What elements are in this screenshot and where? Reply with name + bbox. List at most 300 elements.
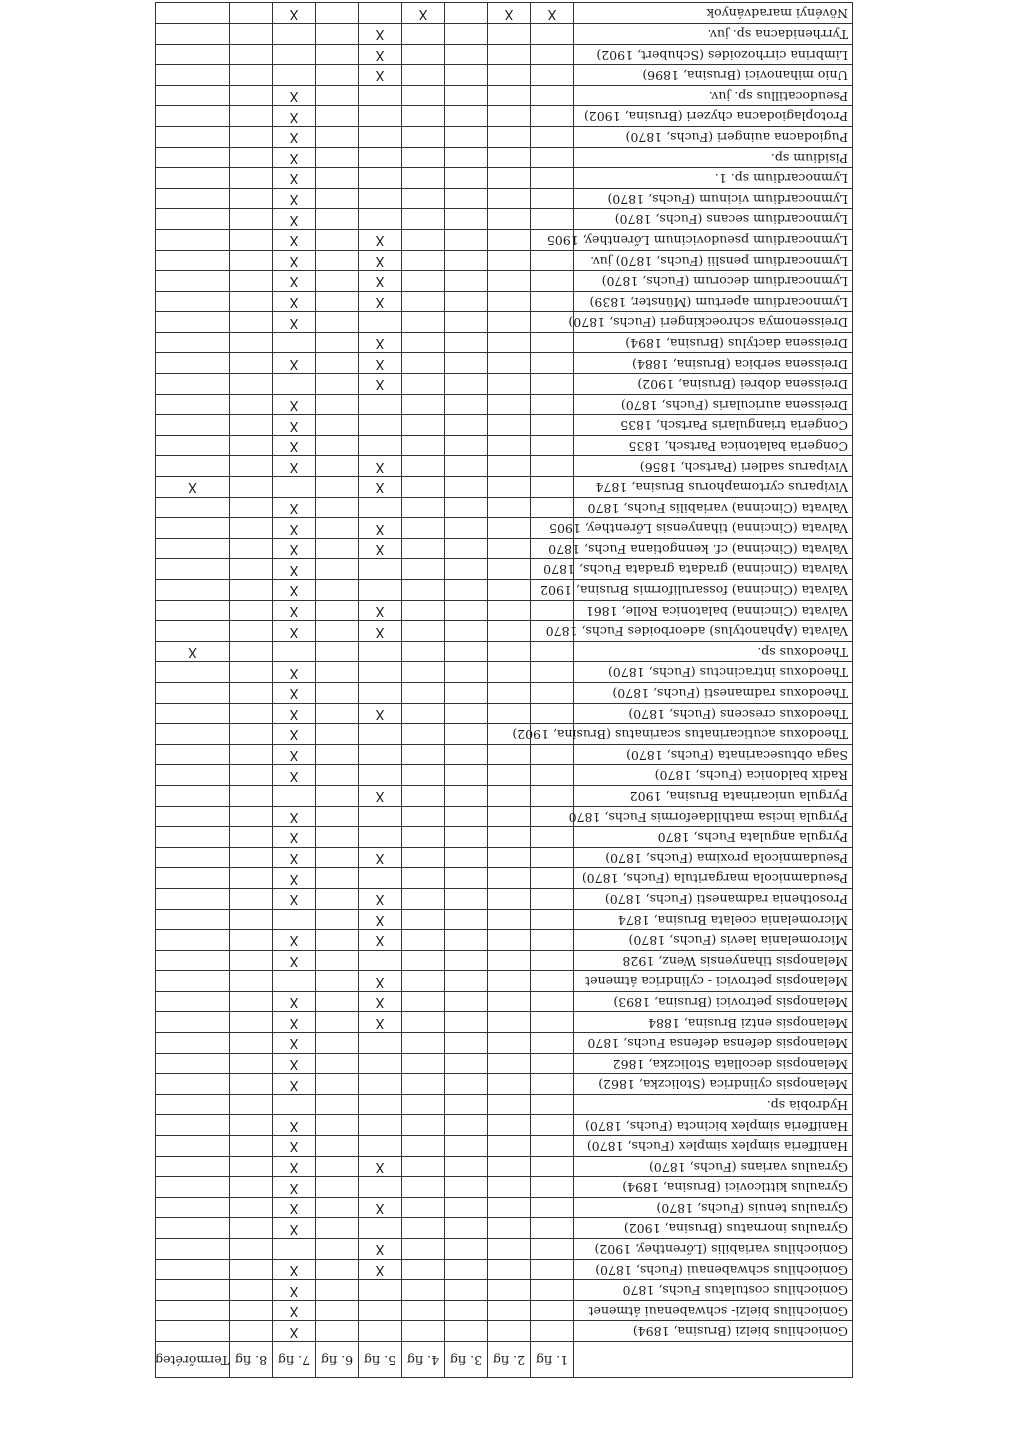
occurrence-cell: X xyxy=(359,847,402,868)
occurrence-cell xyxy=(156,724,230,745)
occurrence-cell xyxy=(156,209,230,230)
table-row xyxy=(156,209,853,230)
species-name-cell: Goniochilus costulatus Fuchs, 1870 xyxy=(574,1280,853,1301)
occurrence-cell xyxy=(156,621,230,642)
occurrence-cell xyxy=(402,518,445,539)
occurrence-cell xyxy=(402,1259,445,1280)
occurrence-cell xyxy=(402,85,445,106)
occurrence-cell xyxy=(445,1053,488,1074)
occurrence-cell xyxy=(402,229,445,250)
occurrence-cell xyxy=(402,1074,445,1095)
occurrence-cell xyxy=(316,724,359,745)
occurrence-cell xyxy=(402,641,445,662)
occurrence-cell xyxy=(402,477,445,498)
table-header-row xyxy=(156,1342,853,1378)
occurrence-cell xyxy=(488,827,531,848)
occurrence-cell xyxy=(445,765,488,786)
occurrence-cell xyxy=(316,1012,359,1033)
occurrence-cell xyxy=(445,1156,488,1177)
occurrence-cell xyxy=(531,85,574,106)
species-name-cell: Radix baldonica (Fuchs, 1870) xyxy=(574,765,853,786)
occurrence-cell xyxy=(402,1218,445,1239)
occurrence-cell xyxy=(445,250,488,271)
species-name-cell: Viviparus cyrtomaphorus Brusina, 1874 xyxy=(574,477,853,498)
occurrence-cell xyxy=(316,271,359,292)
occurrence-cell xyxy=(359,497,402,518)
occurrence-cell xyxy=(402,332,445,353)
occurrence-cell xyxy=(402,1033,445,1054)
table-row xyxy=(156,703,853,724)
table-row xyxy=(156,621,853,642)
occurrence-cell: X xyxy=(273,950,316,971)
occurrence-cell xyxy=(488,971,531,992)
occurrence-cell xyxy=(445,44,488,65)
occurrence-cell xyxy=(488,291,531,312)
occurrence-cell xyxy=(156,744,230,765)
species-name-cell: Melanopsis petrovici - cylindrica átmenet xyxy=(574,971,853,992)
occurrence-cell xyxy=(230,106,273,127)
occurrence-cell xyxy=(402,724,445,745)
occurrence-cell xyxy=(402,65,445,86)
occurrence-cell xyxy=(156,847,230,868)
occurrence-cell: X xyxy=(273,1197,316,1218)
occurrence-cell: X xyxy=(359,703,402,724)
occurrence-cell xyxy=(531,126,574,147)
occurrence-cell: X xyxy=(273,126,316,147)
occurrence-cell xyxy=(316,85,359,106)
species-name-cell: Lymnocardium decorum (Fuchs, 1870) xyxy=(574,271,853,292)
occurrence-cell xyxy=(156,1218,230,1239)
occurrence-cell xyxy=(316,3,359,24)
occurrence-cell xyxy=(531,1074,574,1095)
occurrence-cell xyxy=(230,1239,273,1260)
occurrence-cell xyxy=(531,744,574,765)
occurrence-cell xyxy=(156,147,230,168)
occurrence-cell xyxy=(402,415,445,436)
occurrence-cell xyxy=(402,662,445,683)
occurrence-cell xyxy=(402,1156,445,1177)
species-name-cell: Micromelania coelata Brusina, 1874 xyxy=(574,909,853,930)
table-row xyxy=(156,147,853,168)
species-name-cell: Dreissena dactylus (Brusina, 1894) xyxy=(574,332,853,353)
occurrence-cell xyxy=(316,415,359,436)
occurrence-cell xyxy=(316,600,359,621)
occurrence-cell xyxy=(531,353,574,374)
table-row xyxy=(156,1218,853,1239)
occurrence-cell xyxy=(402,930,445,951)
occurrence-cell xyxy=(156,1012,230,1033)
occurrence-cell xyxy=(156,1074,230,1095)
occurrence-cell xyxy=(531,1218,574,1239)
occurrence-cell xyxy=(531,1300,574,1321)
occurrence-cell: X xyxy=(359,1259,402,1280)
occurrence-cell xyxy=(230,600,273,621)
occurrence-cell xyxy=(230,971,273,992)
occurrence-cell xyxy=(156,559,230,580)
occurrence-cell xyxy=(402,559,445,580)
occurrence-cell xyxy=(156,1239,230,1260)
occurrence-cell xyxy=(488,1053,531,1074)
table-row xyxy=(156,353,853,374)
occurrence-cell xyxy=(445,1197,488,1218)
table-row xyxy=(156,106,853,127)
table-row xyxy=(156,250,853,271)
occurrence-cell xyxy=(316,991,359,1012)
occurrence-cell xyxy=(488,744,531,765)
occurrence-cell xyxy=(359,1218,402,1239)
occurrence-cell: X xyxy=(273,744,316,765)
occurrence-cell xyxy=(402,806,445,827)
occurrence-cell xyxy=(359,559,402,580)
occurrence-cell: X xyxy=(359,44,402,65)
occurrence-cell xyxy=(230,353,273,374)
occurrence-cell xyxy=(230,1321,273,1342)
occurrence-cell: X xyxy=(273,580,316,601)
occurrence-cell xyxy=(156,271,230,292)
occurrence-cell xyxy=(402,1197,445,1218)
occurrence-cell xyxy=(156,3,230,24)
table-row xyxy=(156,683,853,704)
occurrence-cell xyxy=(531,765,574,786)
occurrence-cell xyxy=(531,497,574,518)
occurrence-cell xyxy=(230,1012,273,1033)
occurrence-cell xyxy=(316,291,359,312)
occurrence-cell xyxy=(359,662,402,683)
occurrence-cell xyxy=(230,909,273,930)
occurrence-cell xyxy=(488,1156,531,1177)
occurrence-cell xyxy=(445,827,488,848)
occurrence-cell xyxy=(316,1136,359,1157)
table-row xyxy=(156,744,853,765)
occurrence-cell: X xyxy=(359,930,402,951)
occurrence-cell xyxy=(445,106,488,127)
species-name-cell: Lymnocardium sp. 1. xyxy=(574,168,853,189)
occurrence-cell xyxy=(402,1136,445,1157)
occurrence-cell xyxy=(402,1177,445,1198)
table-row xyxy=(156,971,853,992)
occurrence-cell xyxy=(402,1239,445,1260)
occurrence-cell xyxy=(531,106,574,127)
occurrence-cell xyxy=(488,147,531,168)
species-name-cell: Melanopsis defensa defensa Fuchs, 1870 xyxy=(574,1033,853,1054)
occurrence-cell: X xyxy=(359,600,402,621)
occurrence-cell xyxy=(445,291,488,312)
occurrence-cell xyxy=(445,683,488,704)
occurrence-cell xyxy=(488,950,531,971)
occurrence-cell xyxy=(156,930,230,951)
occurrence-cell xyxy=(445,806,488,827)
occurrence-cell xyxy=(316,1280,359,1301)
occurrence-cell xyxy=(359,1177,402,1198)
occurrence-cell xyxy=(273,332,316,353)
occurrence-cell xyxy=(402,106,445,127)
occurrence-cell xyxy=(316,106,359,127)
occurrence-cell xyxy=(156,765,230,786)
species-name-cell: Pyrgula angulata Fuchs, 1870 xyxy=(574,827,853,848)
occurrence-cell xyxy=(531,950,574,971)
occurrence-cell xyxy=(445,868,488,889)
species-name-cell: Viviparus sadleri (Partsch, 1856) xyxy=(574,456,853,477)
occurrence-cell xyxy=(156,785,230,806)
occurrence-cell: X xyxy=(273,229,316,250)
species-name-cell: Goniochilus bielzi- schwabenaui átmenet xyxy=(574,1300,853,1321)
table-row xyxy=(156,1074,853,1095)
occurrence-cell xyxy=(156,827,230,848)
occurrence-cell xyxy=(156,1115,230,1136)
table-row xyxy=(156,24,853,45)
occurrence-cell xyxy=(445,65,488,86)
species-name-cell: Limbrina cirrhozoides (Schubert, 1902) xyxy=(574,44,853,65)
occurrence-cell: X xyxy=(273,1259,316,1280)
occurrence-cell: X xyxy=(273,312,316,333)
occurrence-cell xyxy=(445,1136,488,1157)
occurrence-cell xyxy=(156,168,230,189)
species-name-cell: Pisidium sp. xyxy=(574,147,853,168)
occurrence-cell: X xyxy=(273,662,316,683)
occurrence-cell xyxy=(402,950,445,971)
table-row xyxy=(156,229,853,250)
occurrence-cell xyxy=(316,1259,359,1280)
occurrence-cell: X xyxy=(273,1218,316,1239)
occurrence-cell xyxy=(273,971,316,992)
occurrence-cell xyxy=(156,332,230,353)
table-row xyxy=(156,168,853,189)
occurrence-cell xyxy=(445,24,488,45)
occurrence-cell xyxy=(445,785,488,806)
occurrence-cell: X xyxy=(273,147,316,168)
occurrence-cell xyxy=(488,580,531,601)
occurrence-cell xyxy=(488,806,531,827)
occurrence-cell xyxy=(230,621,273,642)
occurrence-cell xyxy=(488,559,531,580)
occurrence-cell xyxy=(488,126,531,147)
occurrence-cell xyxy=(488,909,531,930)
occurrence-cell xyxy=(156,394,230,415)
species-name-cell: Valvata (Cincinna) fossaruliformis Brusina, 1902 xyxy=(574,580,853,601)
occurrence-cell: X xyxy=(359,332,402,353)
species-name-cell: Valvata (Aphanotylus) adeorboides Fuchs, 1870 xyxy=(574,621,853,642)
occurrence-cell xyxy=(488,188,531,209)
occurrence-cell xyxy=(445,847,488,868)
occurrence-cell xyxy=(402,312,445,333)
occurrence-cell xyxy=(316,1094,359,1115)
occurrence-cell xyxy=(445,394,488,415)
occurrence-cell xyxy=(316,250,359,271)
occurrence-cell xyxy=(531,188,574,209)
table-row xyxy=(156,1280,853,1301)
table-row xyxy=(156,827,853,848)
occurrence-cell xyxy=(230,188,273,209)
occurrence-cell xyxy=(445,1074,488,1095)
occurrence-cell xyxy=(156,1033,230,1054)
occurrence-cell xyxy=(359,415,402,436)
occurrence-cell xyxy=(445,271,488,292)
occurrence-cell xyxy=(402,168,445,189)
occurrence-cell: X xyxy=(273,209,316,230)
occurrence-cell xyxy=(488,65,531,86)
table-row xyxy=(156,394,853,415)
header-cell-6: 6. fig xyxy=(316,1342,359,1378)
table-row xyxy=(156,435,853,456)
table-row xyxy=(156,1033,853,1054)
table-row xyxy=(156,415,853,436)
table-row xyxy=(156,1115,853,1136)
occurrence-cell xyxy=(402,868,445,889)
occurrence-cell xyxy=(156,1156,230,1177)
occurrence-cell xyxy=(488,332,531,353)
occurrence-cell xyxy=(230,477,273,498)
occurrence-cell xyxy=(445,126,488,147)
occurrence-cell xyxy=(316,374,359,395)
occurrence-cell xyxy=(230,394,273,415)
occurrence-cell xyxy=(156,703,230,724)
occurrence-cell xyxy=(230,683,273,704)
species-name-cell: Pugiodacna auingeri (Fuchs, 1870) xyxy=(574,126,853,147)
table-row xyxy=(156,85,853,106)
occurrence-cell xyxy=(445,930,488,951)
table-row xyxy=(156,518,853,539)
occurrence-cell xyxy=(230,497,273,518)
occurrence-cell xyxy=(402,456,445,477)
occurrence-cell xyxy=(230,147,273,168)
occurrence-cell xyxy=(230,744,273,765)
occurrence-cell xyxy=(488,1300,531,1321)
occurrence-cell xyxy=(488,703,531,724)
occurrence-cell xyxy=(531,785,574,806)
occurrence-cell xyxy=(488,1074,531,1095)
occurrence-cell xyxy=(488,106,531,127)
occurrence-cell xyxy=(531,1136,574,1157)
occurrence-cell xyxy=(488,168,531,189)
occurrence-cell xyxy=(488,1239,531,1260)
occurrence-cell xyxy=(316,1074,359,1095)
species-name-cell: Hanifferia simplex bicincta (Fuchs, 1870) xyxy=(574,1115,853,1136)
occurrence-cell xyxy=(488,641,531,662)
occurrence-cell xyxy=(445,1115,488,1136)
occurrence-cell xyxy=(156,683,230,704)
occurrence-cell xyxy=(316,703,359,724)
occurrence-cell xyxy=(445,188,488,209)
occurrence-cell xyxy=(359,744,402,765)
occurrence-cell xyxy=(531,971,574,992)
occurrence-cell xyxy=(156,950,230,971)
occurrence-cell: X xyxy=(273,600,316,621)
occurrence-cell xyxy=(316,1156,359,1177)
occurrence-cell: X xyxy=(531,3,574,24)
header-cell-9: Termőréteg xyxy=(156,1342,230,1378)
occurrence-cell: X xyxy=(273,456,316,477)
occurrence-cell xyxy=(359,1033,402,1054)
occurrence-cell xyxy=(230,847,273,868)
species-name-cell: Pseudamnicola margaritula (Fuchs, 1870) xyxy=(574,868,853,889)
occurrence-cell: X xyxy=(273,724,316,745)
occurrence-cell xyxy=(402,765,445,786)
header-cell-1: 1. fig xyxy=(531,1342,574,1378)
occurrence-cell xyxy=(402,600,445,621)
occurrence-cell xyxy=(316,477,359,498)
occurrence-cell xyxy=(359,1094,402,1115)
occurrence-cell xyxy=(402,126,445,147)
occurrence-cell: X xyxy=(273,703,316,724)
table-row xyxy=(156,44,853,65)
occurrence-cell xyxy=(488,477,531,498)
occurrence-cell xyxy=(488,250,531,271)
occurrence-cell xyxy=(531,435,574,456)
occurrence-cell xyxy=(445,1280,488,1301)
occurrence-cell: X xyxy=(359,888,402,909)
occurrence-cell xyxy=(531,909,574,930)
occurrence-cell xyxy=(156,188,230,209)
occurrence-cell xyxy=(488,229,531,250)
occurrence-cell: X xyxy=(273,888,316,909)
occurrence-cell xyxy=(230,456,273,477)
occurrence-cell: X xyxy=(359,65,402,86)
occurrence-cell xyxy=(273,641,316,662)
occurrence-cell xyxy=(359,3,402,24)
occurrence-cell xyxy=(156,1197,230,1218)
occurrence-cell: X xyxy=(273,394,316,415)
species-name-cell: Gyraulus inornatus (Brusina, 1902) xyxy=(574,1218,853,1239)
table-row xyxy=(156,1321,853,1342)
occurrence-cell xyxy=(359,312,402,333)
occurrence-cell xyxy=(531,930,574,951)
occurrence-cell xyxy=(156,1300,230,1321)
occurrence-cell xyxy=(156,538,230,559)
table-row xyxy=(156,662,853,683)
occurrence-cell: X xyxy=(273,271,316,292)
occurrence-cell xyxy=(230,1156,273,1177)
occurrence-cell xyxy=(488,209,531,230)
occurrence-cell xyxy=(359,188,402,209)
occurrence-cell xyxy=(156,106,230,127)
occurrence-cell: X xyxy=(359,909,402,930)
occurrence-cell: X xyxy=(273,806,316,827)
table-row xyxy=(156,765,853,786)
occurrence-cell xyxy=(445,538,488,559)
occurrence-cell xyxy=(531,168,574,189)
occurrence-cell: X xyxy=(273,291,316,312)
occurrence-cell xyxy=(488,785,531,806)
occurrence-cell xyxy=(359,1074,402,1095)
occurrence-cell xyxy=(316,435,359,456)
species-name-cell: Protoplagiodacna chyzeri (Brusina, 1902) xyxy=(574,106,853,127)
table-row xyxy=(156,724,853,745)
table-body xyxy=(156,3,853,1342)
occurrence-cell xyxy=(402,827,445,848)
occurrence-cell xyxy=(445,168,488,189)
occurrence-cell xyxy=(531,1094,574,1115)
occurrence-cell: X xyxy=(359,1012,402,1033)
occurrence-cell xyxy=(156,580,230,601)
occurrence-cell xyxy=(488,85,531,106)
table-row xyxy=(156,312,853,333)
occurrence-cell xyxy=(156,1280,230,1301)
occurrence-cell xyxy=(402,971,445,992)
occurrence-cell: X xyxy=(359,229,402,250)
occurrence-cell xyxy=(230,435,273,456)
occurrence-cell xyxy=(316,497,359,518)
occurrence-cell xyxy=(488,456,531,477)
occurrence-cell xyxy=(316,888,359,909)
occurrence-cell xyxy=(531,868,574,889)
table-row xyxy=(156,888,853,909)
occurrence-cell xyxy=(156,662,230,683)
occurrence-cell xyxy=(156,1177,230,1198)
occurrence-cell: X xyxy=(273,538,316,559)
occurrence-cell: X xyxy=(488,3,531,24)
occurrence-cell xyxy=(316,868,359,889)
occurrence-cell xyxy=(156,312,230,333)
